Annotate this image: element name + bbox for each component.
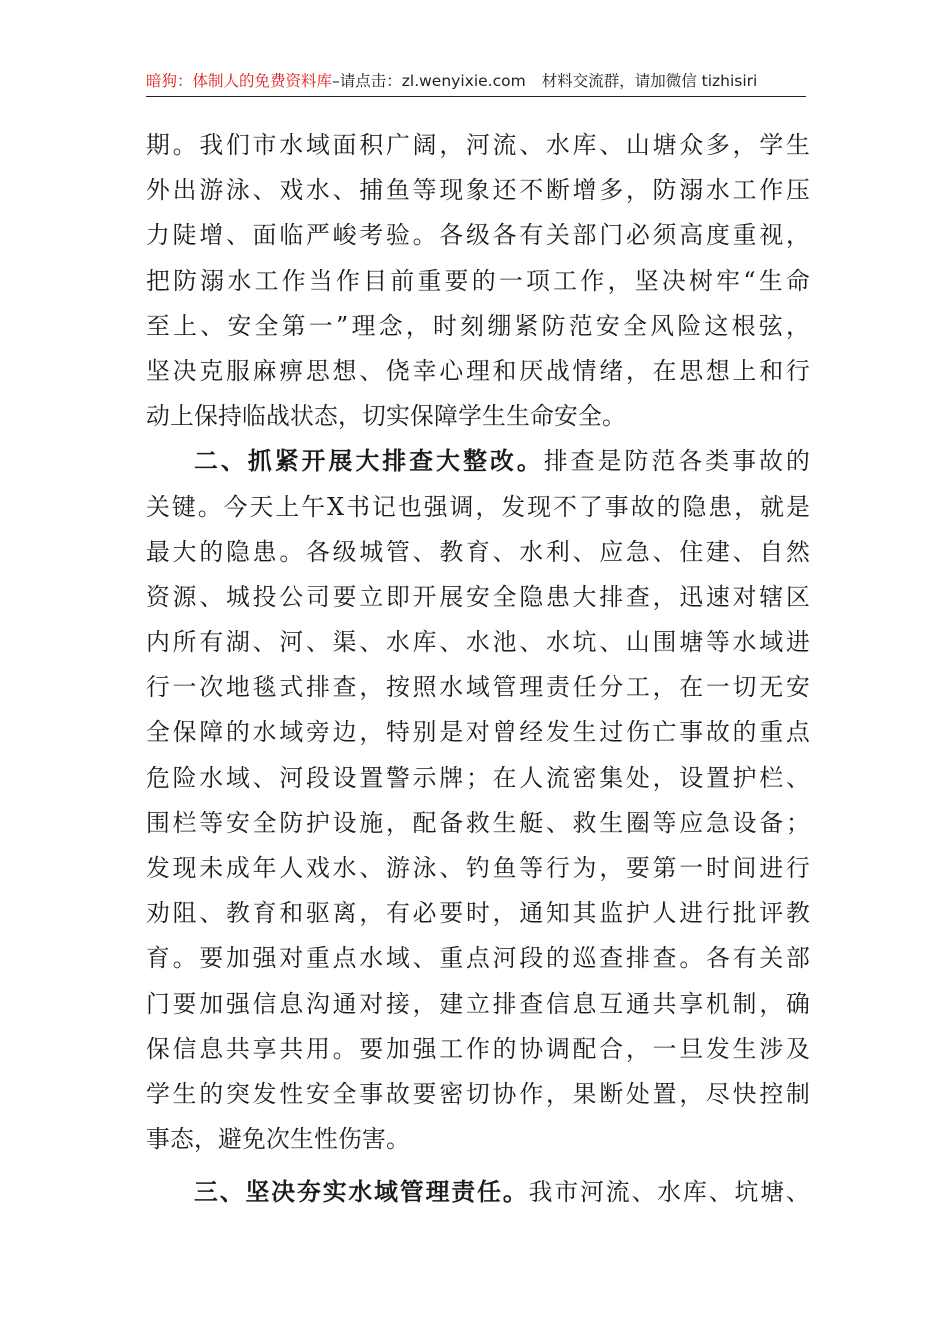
text-line: 危险水域、河段设置警示牌；在人流密集处，设置护栏、 [146, 763, 810, 792]
section-2-first-line [146, 439, 810, 484]
text-line: 发现未成年人戏水、游泳、钓鱼等行为，要第一时间进行 [146, 854, 810, 882]
text-line: 至上、安全第一”理念，时刻绷紧防范安全风险这根弦， [146, 311, 810, 340]
page-header [146, 66, 806, 97]
text-line: 门要加强信息沟通对接，建立排查信息互通共享机制，确 [146, 989, 810, 1018]
text-line: 外出游泳、戏水、捕鱼等现象还不断增多，防溺水工作压 [146, 176, 810, 205]
text-line: 学生的突发性安全事故要密切协作，果断处置，尽快控制 [146, 1079, 810, 1108]
text-line: 围栏等安全防护设施，配备救生艇、救生圈等应急设备； [146, 808, 810, 837]
section-2-first-line-text: 排查是防范各类事故的 [543, 447, 811, 476]
text-line: 期。我们市水域面积广阔，河流、水库、山塘众多，学生 [146, 131, 810, 159]
text-line: 全保障的水域旁边，特别是对曾经发生过伤亡事故的重点 [146, 718, 810, 747]
section-2 [146, 439, 810, 1162]
section-3-first-line-text: 我市河流、水库、坑塘、 [528, 1178, 810, 1207]
text-line: 事态，避免次生性伤害。 [146, 1125, 410, 1154]
section-3 [146, 1170, 810, 1215]
text-line: 坚决克服麻痹思想、侥幸心理和厌战情绪，在思想上和行 [146, 356, 810, 385]
text-line: 资源、城投公司要立即开展安全隐患大排查，迅速对辖区 [146, 582, 810, 611]
text-line: 劝阻、教育和驱离，有必要时，通知其监护人进行批评教 [146, 899, 810, 928]
text-line: 内所有湖、河、渠、水库、水池、水坑、山围塘等水域进 [146, 628, 810, 657]
text-line: 育。要加强对重点水域、重点河段的巡查排查。各有关部 [146, 944, 810, 973]
paragraph-1 [146, 123, 810, 439]
text-line: 行一次地毯式排查，按照水域管理责任分工，在一切无安 [146, 673, 810, 702]
text-line: 保信息共享共用。要加强工作的协调配合，一旦发生涉及 [146, 1034, 810, 1063]
header-site-name: 暗狗：体制人的免费资料库 [146, 72, 333, 90]
text-line: 力陡增、面临严峻考验。各级各有关部门必须高度重视， [146, 221, 810, 250]
section-3-heading: 三、坚决夯实水域管理责任。 [194, 1178, 529, 1207]
text-line: 关键。今天上午X书记也强调，发现不了事故的隐患，就是 [146, 492, 810, 521]
text-line: 动上保持临战状态，切实保障学生生命安全。 [146, 402, 626, 431]
header-link-text[interactable]: –请点击：zl.wenyixie.com [332, 72, 526, 90]
document-body [146, 123, 810, 1216]
text-line: 最大的隐患。各级城管、教育、水利、应急、住建、自然 [146, 537, 810, 566]
section-3-first-line [146, 1170, 810, 1215]
section-2-heading: 二、抓紧开展大排查大整改。 [194, 447, 544, 476]
text-line: 把防溺水工作当作目前重要的一项工作，坚决树牢“生命 [146, 266, 810, 295]
header-wechat-text: 材料交流群，请加微信 tizhisiri [541, 72, 758, 90]
